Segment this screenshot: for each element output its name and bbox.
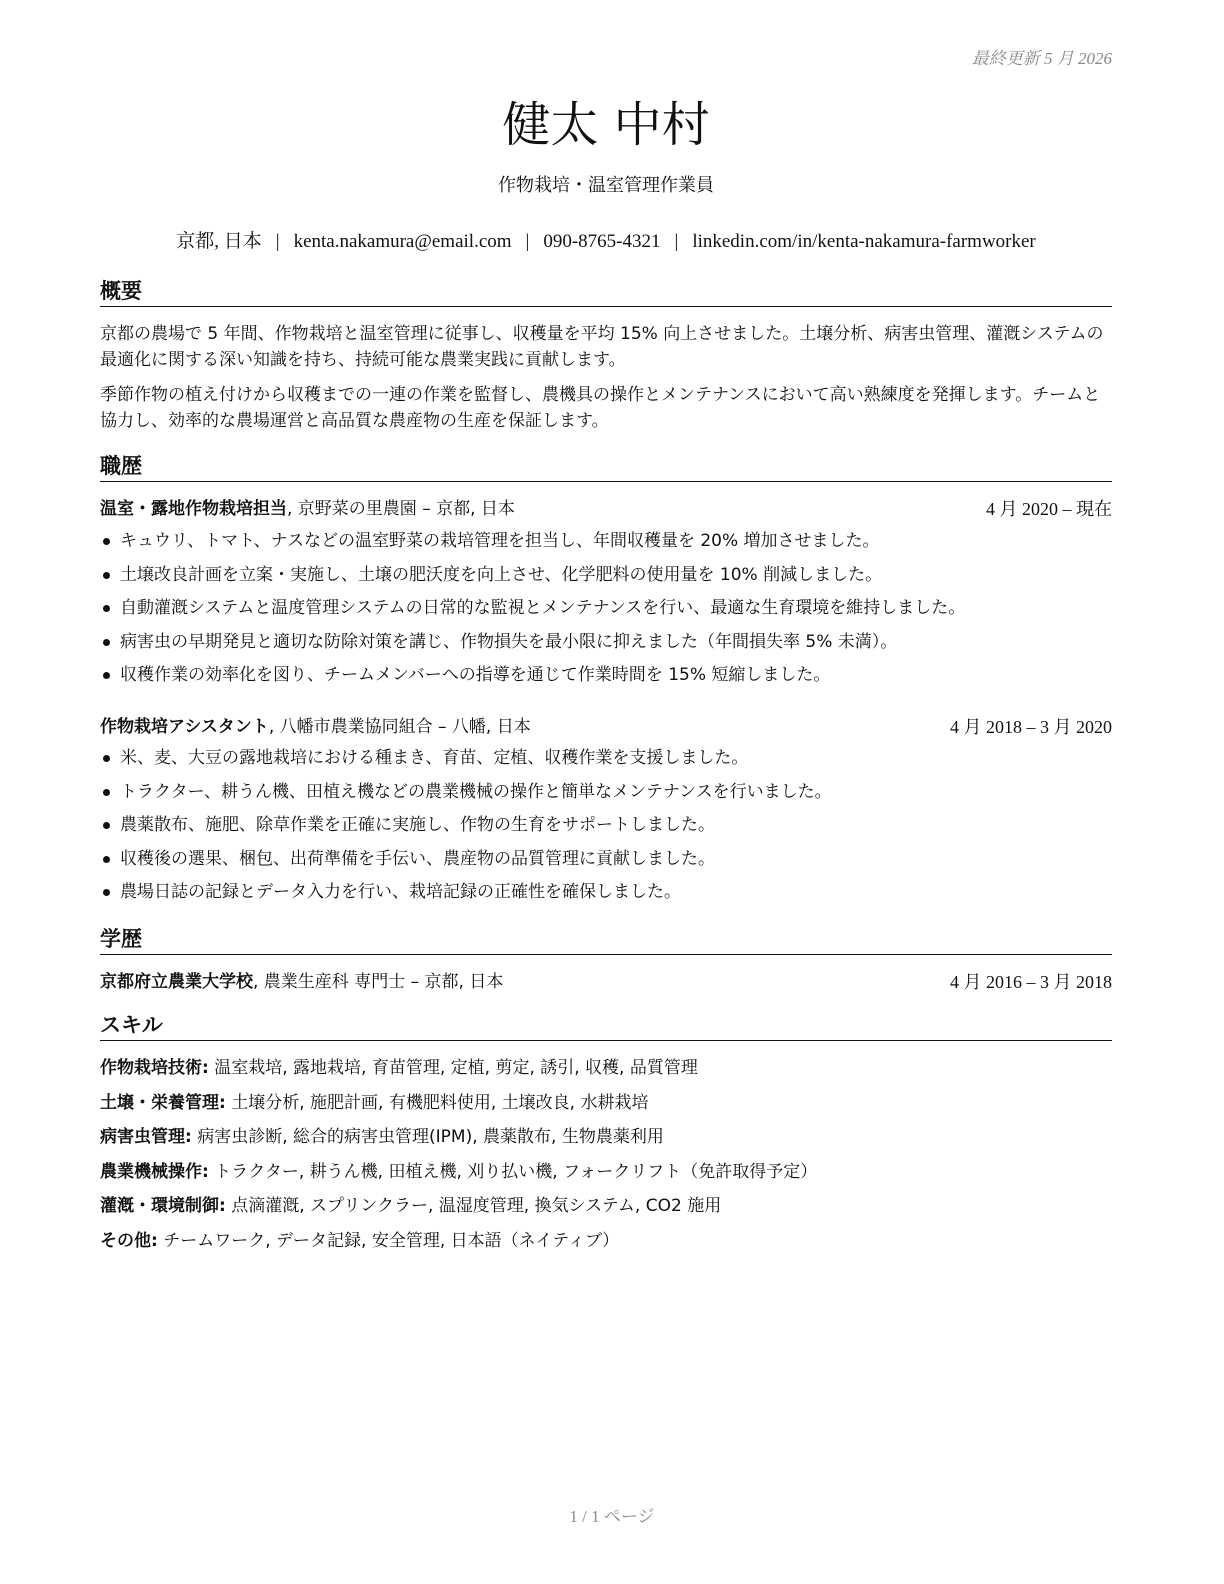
candidate-title: 作物栽培・温室管理作業員 (498, 175, 714, 196)
section-heading-skills: スキル (100, 1012, 1112, 1041)
skill-item (100, 1090, 1112, 1125)
job-bullet: トラクター、耕うん機、田植え機などの農業機械の操作と簡単なメンテナンスを行いました。 (100, 779, 1112, 813)
skill-label: 農業機械操作: (100, 1161, 209, 1182)
job-bullets (100, 528, 1112, 696)
section-heading-experience: 職歴 (100, 453, 1112, 482)
summary-paragraph: 京都の農場で 5 年間、作物栽培と温室管理に従事し、収穫量を平均 15% 向上させました。土壌分析、病害虫管理、灌漑システムの最適化に関する深い知識を持ち、持続可能な農業実践に貢献します。 (100, 324, 1104, 370)
candidate-name: 健太 中村 (502, 97, 710, 153)
skill-value: 点滴灌漑, スプリンクラー, 温湿度管理, 換気システム, CO2 施用 (225, 1196, 722, 1216)
skill-value: 病害虫診断, 総合的病害虫管理(IPM), 農薬散布, 生物農薬利用 (191, 1127, 664, 1147)
summary-paragraph: 季節作物の植え付けから収穫までの一連の作業を監督し、農機具の操作とメンテナンスにおいて高い熟練度を発揮します。チームと協力し、効率的な農場運営と高品質な農産物の生産を保証します。 (100, 385, 1101, 431)
skill-label: その他: (100, 1230, 158, 1251)
degree-detail: , 農業生産科 専門士 – 京都, 日本 (253, 972, 504, 992)
job-dates: 4 月 2018 – 3 月 2020 (950, 717, 1112, 737)
skill-label: 作物栽培技術: (100, 1058, 209, 1078)
contact-phone[interactable]: 090-8765-4321 (543, 231, 661, 252)
contact-location: 京都, 日本 (176, 231, 262, 252)
contact-separator: | (674, 231, 679, 252)
contact-linkedin[interactable]: linkedin.com/in/kenta-nakamura-farmworker (692, 231, 1036, 252)
education-entry (100, 969, 1112, 995)
skill-item (100, 1124, 1112, 1159)
job-title: 作物栽培アシスタント (100, 717, 269, 737)
job-bullet: 収穫作業の効率化を図り、チームメンバーへの指導を通じて作業時間を 15% 短縮しました。 (100, 662, 1112, 696)
skill-value: 土壌分析, 施肥計画, 有機肥料使用, 土壌改良, 水耕栽培 (225, 1092, 649, 1113)
contact-separator: | (525, 231, 530, 252)
job-bullet: 農薬散布、施肥、除草作業を正確に実施し、作物の生育をサポートしました。 (100, 812, 1112, 846)
job-bullet: キュウリ、トマト、ナスなどの温室野菜の栽培管理を担当し、年間収穫量を 20% 増加させました。 (100, 528, 1112, 562)
page-number: 1 / 1 ページ (569, 1507, 655, 1526)
education-dates: 4 月 2016 – 3 月 2018 (950, 972, 1112, 992)
job-bullet: 自動灌漑システムと温度管理システムの日常的な監視とメンテナンスを行い、最適な生育環境を維持しました。 (100, 595, 1112, 629)
skill-label: 灌漑・環境制御: (100, 1196, 226, 1216)
job-header (100, 714, 1112, 740)
job-dates: 4 月 2020 – 現在 (986, 499, 1112, 519)
skill-item (100, 1159, 1112, 1194)
skill-value: 温室栽培, 露地栽培, 育苗管理, 定植, 剪定, 誘引, 収穫, 品質管理 (208, 1058, 698, 1078)
contact-email[interactable]: kenta.nakamura@email.com (293, 231, 512, 252)
skill-item (100, 1228, 1112, 1263)
skill-value: チームワーク, データ記録, 安全管理, 日本語（ネイティブ） (157, 1230, 620, 1251)
contact-separator: | (275, 231, 280, 252)
job-organization: , 八幡市農業協同組合 – 八幡, 日本 (268, 717, 531, 737)
school-name: 京都府立農業大学校 (100, 972, 253, 992)
job-bullet: 病害虫の早期発見と適切な防除対策を講じ、作物損失を最小限に抑えました（年間損失率 5% 未満）。 (100, 629, 1112, 663)
job-header (100, 496, 1112, 522)
job-bullet: 土壌改良計画を立案・実施し、土壌の肥沃度を向上させ、化学肥料の使用量を 10% 削減しました。 (100, 562, 1112, 596)
skill-label: 病害虫管理: (100, 1127, 192, 1147)
job-organization: , 京野菜の里農園 – 京都, 日本 (287, 499, 515, 519)
skills-list (100, 1055, 1112, 1262)
skill-label: 土壌・栄養管理: (100, 1092, 226, 1113)
last-updated: 最終更新 5 月 2026 (971, 49, 1112, 68)
job-bullet: 米、麦、大豆の露地栽培における種まき、育苗、定植、収穫作業を支援しました。 (100, 745, 1112, 779)
section-heading-summary: 概要 (100, 278, 1112, 307)
contact-line (100, 226, 1112, 253)
skill-value: トラクター, 耕うん機, 田植え機, 刈り払い機, フォークリフト（免許取得予定） (208, 1161, 818, 1182)
job-bullet: 収穫後の選果、梱包、出荷準備を手伝い、農産物の品質管理に貢献しました。 (100, 846, 1112, 880)
job-bullets (100, 745, 1112, 913)
skill-item (100, 1055, 1112, 1090)
skill-item (100, 1193, 1112, 1228)
job-bullet: 農場日誌の記録とデータ入力を行い、栽培記録の正確性を確保しました。 (100, 879, 1112, 913)
job-title: 温室・露地作物栽培担当 (100, 499, 287, 519)
section-heading-education: 学歴 (100, 926, 1112, 955)
